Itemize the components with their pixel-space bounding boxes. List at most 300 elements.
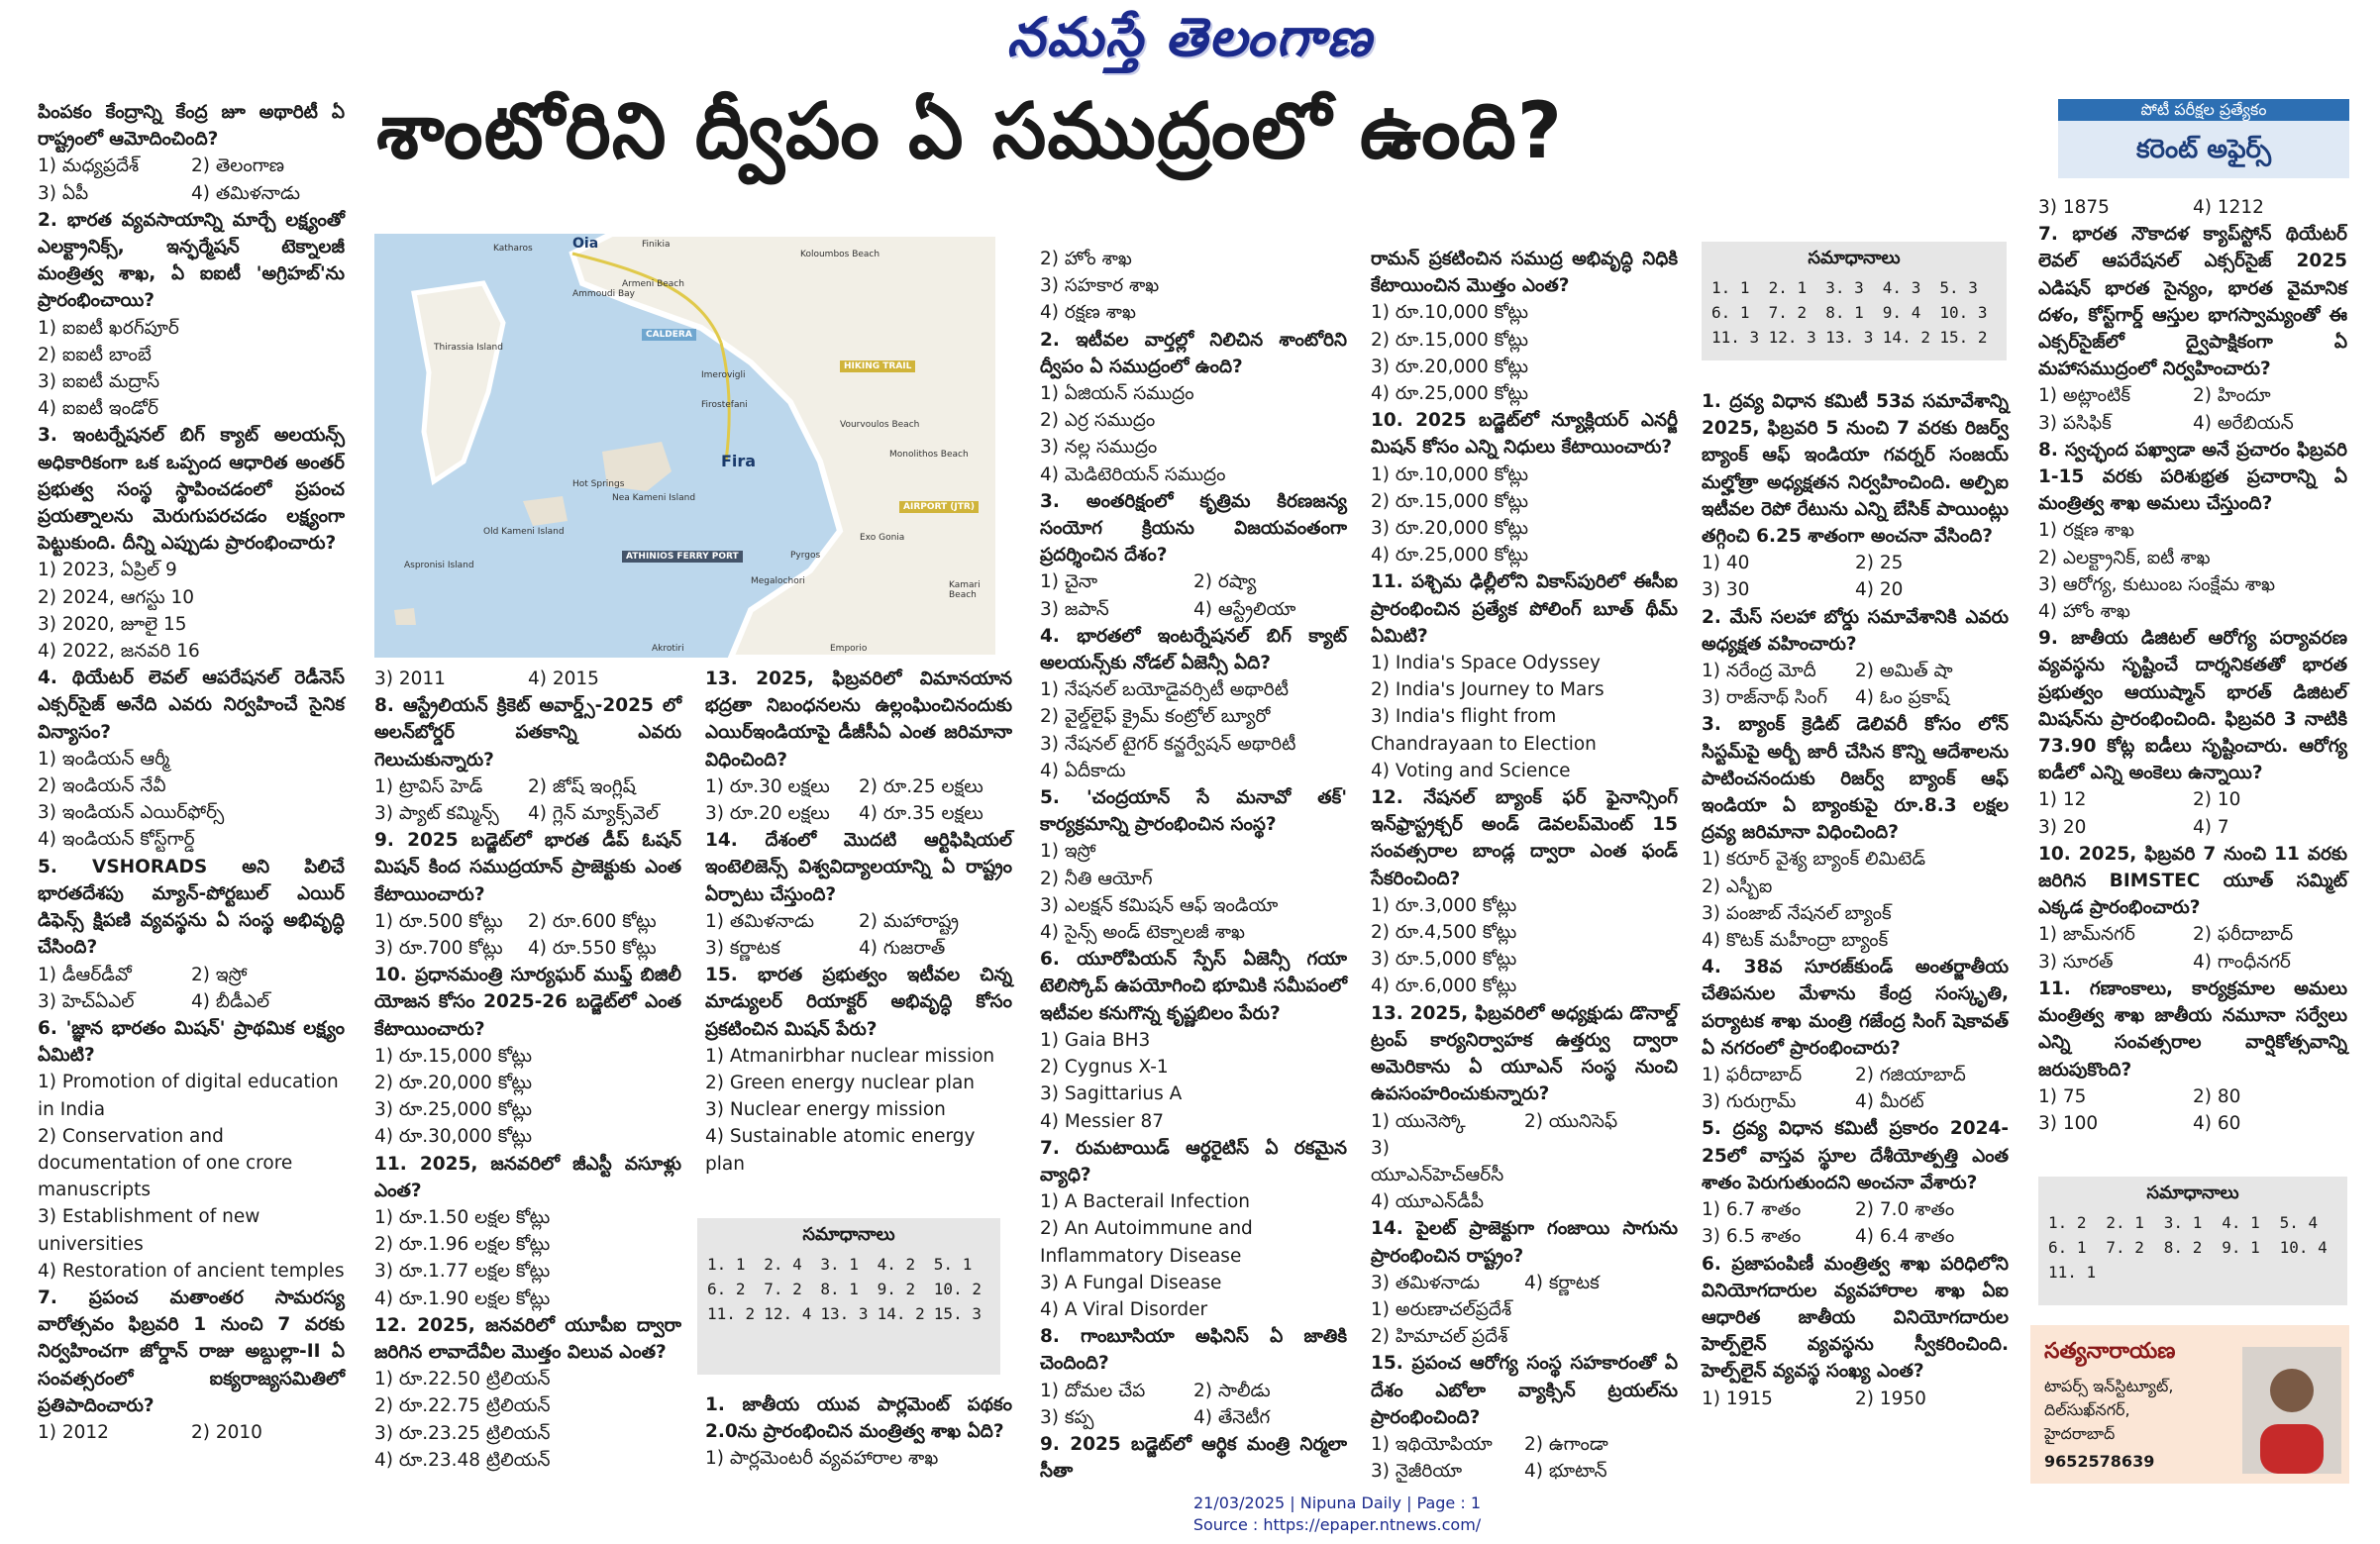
option: 4) హోం శాఖ [2038,601,2130,623]
option: 1) 40 [1702,553,1750,574]
option: 4) Restoration of ancient temples [38,1260,345,1282]
question-text: 7. రుమటాయిడ్ ఆర్థరైటిస్ ఏ రకమైన వ్యాధి? [1040,1137,1347,1185]
options [38,1419,345,1446]
option: 1) 75 [2038,1085,2087,1107]
badge-bottom: కరెంట్ అఫైర్స్ [2058,121,2349,178]
option: 4) గాంధీనగర్ [2193,951,2291,973]
option: 1) రూ.22.50 ట్రిలియన్ [374,1369,551,1390]
options [2038,517,2347,625]
options [2038,921,2347,975]
map-label: Nea Kameni Island [612,493,696,503]
answers-box-3 [2038,1177,2347,1305]
map-label: Emporio [830,644,868,654]
options [1702,1062,2009,1115]
option: 3) ఏపీ [38,182,89,204]
option: 3) పసిఫిక్ [2038,412,2112,434]
question-text: 1. జాతీయ యువ పార్లమెంట్ పథకం 2.0ను ప్రారంభించిన మంత్రిత్వ శాఖ ఏది? [705,1394,1012,1443]
option: 4) Voting and Science [1371,760,1571,781]
options [374,1204,681,1312]
option: 2) Conservation and documentation of one crore manuscripts [38,1125,293,1201]
options [1040,246,1347,327]
option: 3) రూ.700 కోట్లు [374,938,503,960]
option: 1) తమిళనాడు [705,910,815,932]
option: 1) 2023, ఏప్రిల్ 9 [38,560,177,581]
option: 1) రూ.10,000 కోట్లు [1371,302,1529,324]
question-text: 5. 'చంద్రయాన్ సే మనావో తక్' కార్యక్రమాన్ని ప్రారంభించిన సంస్థ? [1040,787,1347,836]
answer-item: 1. 1 [707,1255,746,1274]
question-text: 9. 2025 బడ్జెట్‌లో ఆర్థిక మంత్రి నిర్మలా సీతా [1040,1433,1347,1483]
section-badge [2058,99,2349,182]
question-text: 15. ప్రపంచ ఆరోగ్య సంస్థ సహకారంతో ఏ దేశం ఎబోలా వ్యాక్సిన్ ట్రయల్‌ను ప్రారంభించింది? [1371,1353,1678,1428]
option: 2) ఫరీదాబాద్ [2193,924,2294,946]
option: 2) 2010 [191,1421,262,1443]
map-label: Exo Gonia [860,533,905,543]
option: 3) 30 [1702,579,1750,601]
option: 1) డీఆర్‌డీవో [38,964,132,985]
option: 3) గురుగ్రామ్ [1702,1091,1797,1113]
map-label: Aspronisi Island [404,561,474,570]
option: 2) రూ.15,000 కోట్లు [1371,490,1529,512]
option: 3) Sagittarius A [1040,1083,1183,1105]
option: 3) ఇండియన్ ఎయిర్‌ఫోర్స్ [38,802,225,824]
option: 2) Cygnus X-1 [1040,1057,1169,1079]
option: 1) Atmanirbhar nuclear mission [705,1045,995,1067]
option: 3) రాజ్‌నాథ్ సింగ్ [1702,687,1828,709]
option: 3) యూఎన్‌హెచ్‌ఆర్‌సీ [1371,1137,1504,1185]
options [705,773,1012,827]
option: 1) యునెస్కో [1371,1110,1466,1132]
option: 2) ఉగాండా [1524,1433,1608,1455]
option: 2) జోష్ ఇంగ్లిష్ [528,775,636,797]
option: 4) 2015 [528,669,599,689]
option: 3) 100 [2038,1112,2099,1134]
option: 2) ఇండియన్ నేవీ [38,775,166,797]
option: 4) Sustainable atomic energy plan [705,1126,976,1175]
options [2038,1083,2347,1137]
question-text: 8. స్వచ్ఛంద పఖ్వాడా అనే ప్రచారం ఫిబ్రవరి 1-15 వరకు పరిశుభ్రత ప్రచారాన్ని ఏ మంత్రిత్వ శాఖ అమలు చేస్తుంది? [2038,439,2347,515]
option: 3) Nuclear energy mission [705,1099,946,1121]
answer-item: 11. 2 [707,1304,756,1323]
answer-item: 7. 2 [764,1280,802,1298]
map-label: Old Kameni Island [483,527,565,537]
option: 4) రూ.35 లక్షలు [859,803,983,825]
column-2 [374,666,681,1474]
option: 1) దోమల చేప [1040,1380,1146,1401]
question-text: 10. 2025, ఫిబ్రవరి 7 నుంచి 11 వరకు జరిగిన BIMSTEC యూత్ సమ్మిట్ ఎక్కడ ప్రారంభించారు? [2038,843,2347,919]
option: 4) 6.4 శాతం [1855,1226,1955,1248]
options [38,746,345,854]
question-text: 12. నేషనల్ బ్యాంక్ ఫర్ ఫైనాన్సింగ్ ఇన్‌ఫ్రాస్ట్రక్చర్ అండ్ డెవలప్‌మెంట్ 15 సంవత్సరాల బాండ్ల ద్వారా ఎంత ఫండ్ సేకరించింది? [1371,787,1678,889]
map-label: CALDERA [642,329,696,341]
footer-date-line: 21/03/2025 | Nipuna Daily | Page : 1 [1192,1493,1482,1512]
question-text: 13. 2025, ఫిబ్రవరిలో అధ్యక్షుడు డొనాల్డ్ ట్రంప్ కార్యనిర్వాహక ఉత్తర్వు ద్వారా అమెరికాను ఏ యూఎన్ సంస్థ నుంచి ఉపసంహరించుకున్నారు? [1371,1002,1678,1105]
option: 2) తెలంగాణ [191,155,285,177]
options [1040,676,1347,784]
answer-item: 13. 3 [820,1304,869,1323]
question-text: 14. దేశంలో మొదటి ఆర్టిఫిషియల్ ఇంటెలిజెన్స్ విశ్వవిద్యాలయాన్ని ఏ రాష్ట్రం ఏర్పాటు చేస్తుంది? [705,830,1012,905]
option: 3) రూ.20 లక్షలు [705,803,830,825]
options [1371,462,1678,569]
option: 4) 60 [2193,1112,2241,1134]
question-text: 13. 2025, ఫిబ్రవరిలో విమానయాన భద్రతా నిబంధనలను ఉల్లంఘించినందుకు ఎయిర్‌ఇండియాపై డీజీసీఏ ఎంత జరిమానా విధించింది? [705,669,1012,771]
column-3 [705,666,1012,1178]
question-text: 2. భారత వ్యవసాయాన్ని మార్చే లక్ష్యంతో ఎలక్ట్రానిక్స్, ఇన్ఫర్మేషన్ టెక్నాలజీ మంత్రిత్వ శాఖ, ఏ ఐఐటీ 'అగ్రిహబ్'ను ప్రారంభించాయి? [38,209,345,312]
map-label: Imerovigli [701,370,746,380]
option: 3) Establishment of new universities [38,1206,260,1255]
option: 1) ఇస్రో [1040,841,1096,863]
map-label: Finikia [642,240,671,250]
author-name: సత్యనారాయణ [2044,1339,2176,1364]
answer-item: 5. 1 [933,1255,973,1274]
badge-top: పోటీ పరీక్షల ప్రత్యేకం [2058,99,2349,121]
option: 3) రూ.1.77 లక్షల కోట్లు [374,1261,551,1283]
answers-grid [2038,1213,2347,1282]
question-text: 6. 'జ్ఞాన భారతం మిషన్' ప్రాథమిక లక్ష్యం ఏమిటి? [38,1017,345,1067]
option: 4) ఇండియన్ కోస్ట్‌గార్డ్ [38,829,195,851]
answers-grid [1702,278,2007,347]
author-city: హైదరాబాద్ [2044,1424,2116,1443]
options [2038,786,2347,840]
answers-grid [697,1255,1000,1323]
option [1524,1135,1678,1188]
option: 3) కర్ణాటక [705,938,780,960]
option: 4) రూ.25,000 కోట్లు [1371,383,1529,405]
option: 4) కొటక్ మహీంద్రా బ్యాంక్ [1702,930,1889,952]
option: 3) 2020, జూలై 15 [38,613,187,635]
option: 1) 1915 [1702,1388,1773,1409]
option: 4) బీడీఎల్ [191,990,270,1012]
option: 4) మెడిటెరియన్ సముద్రం [1040,463,1226,485]
option: 3) సూరత్ [2038,951,2114,973]
option: 3) సహకార శాఖ [1040,275,1160,297]
option: 4) 7 [2193,816,2229,838]
option: 1) చైనా [1040,571,1098,593]
option: 1) ఏజియన్ సముద్రం [1040,383,1194,405]
option: 2) 10 [2193,789,2241,811]
option: 3) రూ.25,000 కోట్లు [374,1099,533,1121]
options [1040,568,1347,622]
column-7 [2038,194,2347,1137]
answer-item: 1. 1 [1711,278,1750,297]
options [374,666,681,692]
option: 1) India's Space Odyssey [1371,653,1601,674]
option: 3) పంజాబ్ నేషనల్ బ్యాంక్ [1702,902,1892,924]
option: 2) రూ.20,000 కోట్లు [374,1073,533,1094]
option: 2) యునిసెఫ్ [1524,1110,1618,1132]
option: 1) ఫరీదాబాద్ [1702,1065,1803,1086]
option: 3) నైజీరియా [1371,1461,1463,1483]
option: 1) రూ.3,000 కోట్లు [1371,894,1517,916]
answers-box-2 [1702,242,2007,360]
option: 2) హోం శాఖ [1040,249,1132,269]
option: 1) నేషనల్ బయోడైవర్సిటీ అథారిటీ [1040,679,1290,701]
author-institute: టాపర్స్ ఇన్‌స్టిట్యూట్, [2044,1377,2174,1395]
option: 3) 6.5 శాతం [1702,1226,1802,1248]
option: 2) ఇస్రో [191,964,248,985]
option: 3) 20 [2038,816,2087,838]
option: 1) కరూర్ వైశ్య బ్యాంక్ లిమిటెడ్ [1702,849,1926,871]
options [1702,846,2009,954]
answer-item: 9. 2 [877,1280,916,1298]
option: 3) ప్యాట్ కమ్మిన్స్ [374,803,499,825]
map-label: Katharos [493,244,533,254]
option: 1) మధ్యప్రదేశ్ [38,155,140,177]
answer-item: 12. 3 [1768,328,1816,347]
option: 4) మీరట్ [1855,1091,1924,1113]
option: 4) A Viral Disorder [1040,1298,1208,1320]
answers-title: సమాధానాలు [802,1224,895,1245]
option: 4) రూ.6,000 కోట్లు [1371,976,1517,997]
question-text: 11. పశ్చిమ ఢిల్లీలోని వికాస్‌పురిలో ఈసీఐ ప్రారంభించిన ప్రత్యేక పోలింగ్ బూత్ థీమ్ ఏమిటి? [1371,571,1678,647]
option: 2) 2024, ఆగస్టు 10 [38,586,195,608]
option: 3) ఐఐటీ మద్రాస్ [38,371,160,393]
map-label: Akrotiri [652,644,684,654]
answer-item: 7. 2 [1768,303,1808,322]
options [38,315,345,423]
footer [990,1493,1684,1536]
options [1702,1196,2009,1250]
answer-item: 14. 2 [1882,328,1930,347]
option: 4) Messier 87 [1040,1110,1165,1132]
option: 4) ఆస్ట్రేలియా [1193,598,1296,620]
map-label: Thirassia Island [434,343,503,353]
question-text: 3. బ్యాంక్ క్రెడిట్ డెలివరీ కోసం లోన్ సిస్టమ్‌పై అర్బీ జారీ చేసిన కొన్ని ఆదేశాలను పాటించనందుకు రిజర్వ్ బ్యాంక్ ఆఫ్ ఇండియా ఏ బ్యాంకుపై రూ.8.3 లక్షల ద్రవ్య జరిమానా విధించింది? [1702,714,2009,844]
options [374,1043,681,1151]
author-area: దిల్‌సుఖ్‌నగర్, [2044,1400,2130,1419]
options [38,962,345,1015]
option: 1) రూ.500 కోట్లు [374,910,503,932]
author-card [2030,1325,2349,1484]
options [1702,1386,2009,1412]
question-text: 6. యూరోపియన్ స్పేస్ ఏజెన్సీ గయా టెలిస్కోప్ ఉపయోగించి భూమికి సమీపంలో ఇటీవల కనుగొన్న కృష్ణబిలం పేరు? [1040,949,1347,1024]
option: 2) 7.0 శాతం [1855,1199,1955,1221]
option: 2) హిమాచల్ ప్రదేశ్ [1371,1326,1508,1348]
answer-item: 3. 1 [2163,1213,2203,1232]
option: 2) రూ.25 లక్షలు [859,775,983,797]
option: 1) రూ.10,000 కోట్లు [1371,463,1529,485]
option: 3) రూ.20,000 కోట్లు [1371,518,1529,540]
answer-item: 6. 1 [2048,1238,2087,1257]
question-text: 1. ద్రవ్య విధాన కమిటీ 53వ సమావేశాన్ని 2025, ఫిబ్రవరి 5 నుంచి 7 వరకు రిజర్వ్ బ్యాంక్ ఆఫ్ ఇండియా గవర్నర్ సంజయ్ మల్హోత్రా అధ్యక్షతన నిర్వహించింది. అల్పిఐ ఇటీవల రెపో రేటును ఎన్ని బేసిక్ పాయింట్లు తగ్గించి 6.25 శాతంగా అంచనా వేసింది? [1702,391,2009,548]
option: 1) Promotion of digital education in India [38,1072,339,1120]
options [1371,1431,1678,1485]
options [1371,892,1678,1000]
option: 2) ఎస్బీఐ [1702,875,1773,897]
answer-item: 2. 1 [2106,1213,2144,1232]
option: 4) కర్ణాటక [1524,1272,1600,1293]
option: 2) గజియాబాద్ [1855,1065,1966,1086]
column-4 [1040,246,1347,1485]
options [2038,382,2347,436]
question-text: 15. భారత ప్రభుత్వం ఇటీవల చిన్న మాడ్యులర్ రియాక్టర్ అభివృద్ధి కోసం ప్రకటించిన మిషన్ పేరు? [705,965,1012,1040]
map-label: AIRPORT (JTR) [899,501,979,513]
option: 2) An Autoimmune and Inflammatory Disease [1040,1218,1253,1267]
question-text: 5. VSHORADS అని పిలిచే భారతదేశపు మ్యాన్-పోర్టబుల్ ఎయిర్ డిఫెన్స్ క్షిపణి వ్యవస్థను ఏ సంస్థ అభివృద్ధి చేసింది? [38,856,345,959]
option: 1) అరుణాచల్‌ప్రదేశ్ [1371,1298,1512,1320]
option: 2) 1950 [1855,1388,1926,1409]
option: 4) గుజరాత్ [859,938,946,960]
footer-source: Source : https://epaper.ntnews.com/ [1192,1515,1482,1534]
map-label: ATHINIOS FERRY PORT [622,551,743,563]
option: 2) రూ.4,500 కోట్లు [1371,922,1517,944]
answers-title: సమాధానాలు [1808,248,1901,268]
question-text: 9. జాతీయ డిజిటల్ ఆరోగ్య పర్యావరణ వ్యవస్థను సృష్టించే దార్శనికతతో భారత ప్రభుత్వం ఆయుష్మాన్ భారత్ డిజిటల్ మిషన్‌ను ప్రారంభించింది. ఫిబ్రవరి 3 నాటికి 73.90 కోట్ల ఐడీలు సృష్టించారు. ఆరోగ్య ఐడీలో ఎన్ని అంకెలు ఉన్నాయి? [2038,628,2347,784]
answer-item: 2. 1 [1768,278,1808,297]
option: 4) రూ.23.48 ట్రిలియన్ [374,1449,551,1471]
option: 2) మహారాష్ట్ర [859,910,959,932]
option: 3) కప్ప [1040,1406,1094,1428]
answer-item: 11. 3 [1711,328,1760,347]
question-text: 11. 2025, జనవరిలో జీఎస్టీ వసూళ్లు ఎంత? [374,1153,681,1201]
option: 4) రక్షణ శాఖ [1040,302,1136,324]
answer-item: 9. 4 [1882,303,1921,322]
answer-item: 5. 4 [2279,1213,2319,1232]
answer-item: 1. 2 [2048,1213,2087,1232]
option: 4) సైన్స్ అండ్ టెక్నాలజీ శాఖ [1040,922,1245,944]
answer-item: 3. 3 [1825,278,1864,297]
question-text: 6. ప్రజాపంపిణీ మంత్రిత్వ శాఖ పరిధిలోని వినియోగదారుల వ్యవహారాల శాఖ ఏఐ ఆధారిత జాతీయ వినియోగదారుల హెల్ప్‌లైన్ వ్యవస్థను స్వీకరించింది. హెల్ప్‌లైన్ వ్యవస్థ సంఖ్య ఎంత? [1702,1253,2009,1383]
option: 2) India's Journey to Mars [1371,679,1604,701]
option: 2) రూ.600 కోట్లు [528,910,657,932]
options [705,908,1012,962]
option: 2) Green energy nuclear plan [705,1073,976,1094]
answer-item: 13. 3 [1825,328,1874,347]
option: 2) 80 [2193,1085,2241,1107]
option: 4) యూఎన్‌డీపీ [1371,1191,1485,1213]
column-5 [1371,246,1678,1485]
option: 3) నేషనల్ టైగర్ కన్జర్వేషన్ అథారిటీ [1040,733,1296,755]
answer-item: 15. 2 [1939,328,1988,347]
map-label: Hot Springs [572,479,625,489]
option: 1) ఇథియోపియా [1371,1433,1493,1455]
option: 1) పార్లమెంటరీ వ్యవహారాల శాఖ [705,1448,939,1470]
option: 1) Gaia BH3 [1040,1029,1151,1051]
option: 2) సాలీడు [1193,1380,1271,1401]
answer-item: 14. 2 [877,1304,925,1323]
option: 2) రూ.22.75 ట్రిలియన్ [374,1395,551,1417]
option: 2) నీతి ఆయోగ్ [1040,868,1153,889]
map-label: Koloumbos Beach [800,250,880,259]
column-1 [38,99,345,1446]
option: 2) వైల్డ్‌లైఫ్ క్రైమ్ కంట్రోల్ బ్యూరో [1040,706,1271,728]
answer-item: 9. 1 [2222,1238,2260,1257]
question-text: 12. 2025, జనవరిలో యూపీఐ ద్వారా జరిగిన లావాదేవీల మొత్తం విలువ ఎంత? [374,1314,681,1364]
question-text: 9. 2025 బడ్జెట్‌లో భారత డీప్ ఓషన్ మిషన్ కింద సముద్రయాన్ ప్రాజెక్టుకు ఎంత కేటాయించారు? [374,830,681,905]
options [1371,299,1678,407]
answer-item: 10. 2 [933,1280,982,1298]
option: 3) ఆరోగ్య, కుటుంబ సంక్షేమ శాఖ [2038,573,2276,595]
answer-item: 10. 4 [2279,1238,2328,1257]
question-text: పింపకం కేంద్రాన్ని కేంద్ర జూ అథారిటీ ఏ రాష్ట్రంలో ఆమోదించింది? [38,102,345,151]
option: 2) అమిత్ షా [1855,661,1953,682]
map-label: Pyrgos [790,551,821,561]
options [374,908,681,962]
options [2038,194,2347,221]
column-3-bottom [705,1391,1012,1473]
option: 2) ఎర్ర సముద్రం [1040,410,1156,432]
option: 3) A Fungal Disease [1040,1272,1222,1293]
options [38,153,345,206]
option: 3) ఎలక్షన్ కమిషన్ ఆఫ్ ఇండియా [1040,894,1279,916]
answer-item: 5. 3 [1939,278,1978,297]
question-text: 10. 2025 బడ్జెట్‌లో న్యూక్లియర్ ఎనర్జీ మిషన్ కోసం ఎన్ని నిధులు కేటాయించారు? [1371,410,1678,459]
option: 3) 2011 [374,669,446,689]
question-text: రామన్ ప్రకటించిన సముద్ర అభివృద్ధి నిధికి కేటాయించిన మొత్తం ఎంత? [1371,249,1678,297]
headline: శాంటోరిని ద్వీపం ఏ సముద్రంలో ఉంది? [376,87,1564,176]
question-text: 8. గాంబూసియా అఫినిస్ ఏ జాతికి చెందింది? [1040,1326,1347,1375]
option: 4) ఏదీకాదు [1040,760,1126,781]
question-text: 4. థియేటర్ లెవల్ ఆపరేషనల్ రెడీనెస్ ఎక్సర్‌సైజ్ అనేది ఎవరు నిర్వహించే సైనిక విన్యాసం? [38,668,345,743]
options [705,1445,1012,1472]
question-text: 8. ఆస్ట్రేలియన్ క్రికెట్ అవార్డ్స్-2025 లో అలన్‌బోర్డర్ పతకాన్ని ఎవరు గెలుచుకున్నారు? [374,695,681,771]
map-labels [374,234,998,658]
option: 4) తేనెటీగ [1193,1406,1271,1428]
author-photo [2242,1347,2341,1474]
author-phone: 9652578639 [2044,1452,2155,1471]
answer-item: 3. 1 [820,1255,859,1274]
question-text: 10. ప్రధానమంత్రి సూర్యఘర్ ముఫ్త్ బిజిలీ యోజన కోసం 2025-26 బడ్జెట్‌లో ఎంత కేటాయించారు? [374,965,681,1040]
option: 2) రూ.1.96 లక్షల కోట్లు [374,1234,551,1256]
option: 3) హెచ్ఏఎల్ [38,990,135,1012]
option: 1) నరేంద్ర మోదీ [1702,661,1816,682]
question-text: 4. భారతలో ఇంటర్నేషనల్ బిగ్ క్యాట్ అలయన్స్‌కు నోడల్ ఏజెన్సీ ఏది? [1040,625,1347,674]
option: 1) అట్లాంటిక్ [2038,385,2131,407]
option: 4) ఐఐటీ ఇండోర్ [38,398,158,420]
map-label: Monolithos Beach [889,450,969,460]
answer-item: 8. 1 [820,1280,859,1298]
options [1371,1296,1678,1350]
answers-box-1 [697,1218,1000,1375]
answer-item: 11. 1 [2048,1263,2097,1282]
map-label: Fira [721,452,757,470]
column-6 [1702,388,2009,1412]
option: 4) రూ.1.90 లక్షల కోట్లు [374,1287,551,1309]
question-text: 2. ఇటీవల వార్తల్లో నిలిచిన శాంటోరిని ద్వీపం ఏ సముద్రంలో ఉంది? [1040,329,1347,377]
option: 4) 20 [1855,579,1904,601]
option: 4) భూటాన్ [1524,1461,1607,1483]
avatar-icon [2242,1347,2341,1474]
option: 2) రష్యా [1193,571,1257,593]
options [1371,1188,1678,1215]
option: 2) రూ.15,000 కోట్లు [1371,329,1529,351]
answer-item: 6. 2 [707,1280,746,1298]
map-label: Firostefani [701,400,748,410]
options [1040,838,1347,946]
option: 2) ఎలక్ట్రానిక్, ఐటీ శాఖ [2038,547,2211,568]
question-text: 11. గణాంకాలు, కార్యక్రమాల అమలు మంత్రిత్వ శాఖ జాతీయ నమూనా సర్వేలు ఎన్ని సంవత్సరాల వార్షికోత్సవాన్ని జరుపుకొంది? [2038,978,2347,1081]
question-text: 3. ఇంటర్నేషనల్ బిగ్ క్యాట్ అలయన్స్ అధికారికంగా ఒక ఒప్పంద ఆధారిత అంతర్ ప్రభుత్వ సంస్థ స్థాపించడంలో ప్రపంచ ప్రయత్నాలను మెరుగుపరచడం లక్ష్యంగా పెట్టుకుంది. దీన్ని ఎప్పుడు ప్రారంభించారు? [38,425,345,555]
option: 1) 6.7 శాతం [1702,1199,1802,1221]
map-label: Ammoudi Bay [572,289,635,299]
option: 3) రూ.5,000 కోట్లు [1371,949,1517,971]
masthead [0,0,2380,71]
option: 2) ఐఐటీ బాంబే [38,344,152,365]
map-label: Megalochori [751,576,805,586]
answer-item: 4. 1 [2222,1213,2260,1232]
option: 2) 25 [1855,553,1904,574]
map-label: Armeni Beach [622,279,684,289]
question-text: 14. పైలట్ ప్రాజెక్టుగా గంజాయి సాగును ప్రారంభించిన రాష్ట్రం? [1371,1218,1678,1267]
options [1371,650,1678,784]
question-text: 2. మేస్ సలహా బోర్డు సమావేశానికి ఎవరు అధ్యక్షత వహించారు? [1702,606,2009,655]
options [1371,1270,1678,1296]
answer-item: 8. 2 [2163,1238,2203,1257]
option: 3) నల్ల సముద్రం [1040,437,1158,459]
options [1702,658,2009,711]
option: 3) తమిళనాడు [1371,1272,1481,1293]
option: 2) హిందూ [2193,385,2271,407]
option: 4) తమిళనాడు [191,182,301,204]
